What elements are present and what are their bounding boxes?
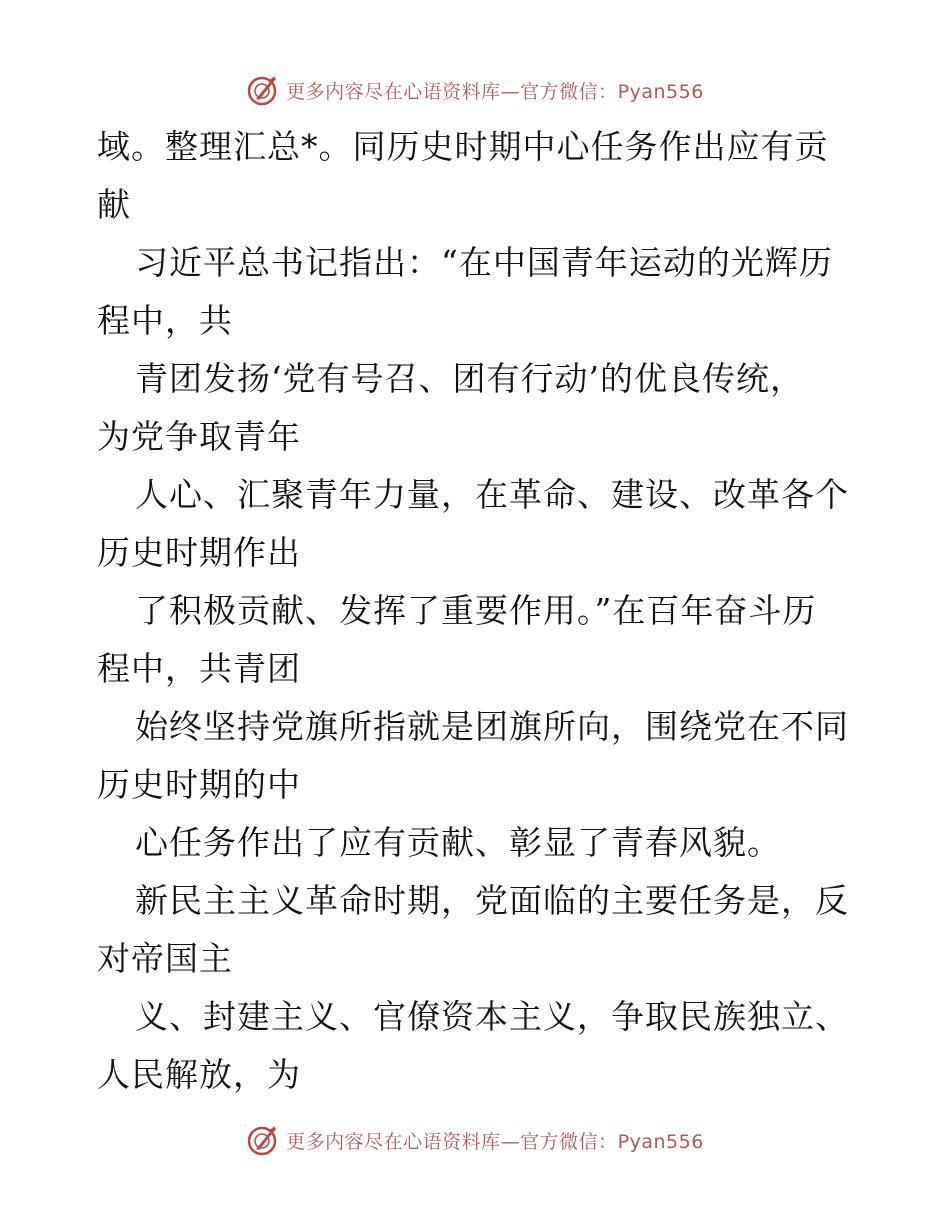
text-line: 了积极贡献、发挥了重要作用。”在百年奋斗历 xyxy=(135,591,817,630)
text-line: 心任务作出了应有贡献、彰显了青春风貌。 xyxy=(135,823,781,862)
text-line: 新民主主义革命时期，党面临的主要任务是，反 xyxy=(135,881,849,920)
document-body xyxy=(97,118,877,1104)
watermark-text: 更多内容尽在心语资料库—官方微信：Pyan556 xyxy=(286,80,704,103)
text-line: 程中，共 xyxy=(97,301,233,340)
text-line: 义、封建主义、官僚资本主义，争取民族独立、 xyxy=(135,997,849,1036)
text-line: 习近平总书记指出：“在中国青年运动的光辉历 xyxy=(135,243,833,282)
text-line: 域。整理汇总*。同历史时期中心任务作出应有贡 xyxy=(97,127,829,166)
watermark-text: 更多内容尽在心语资料库—官方微信：Pyan556 xyxy=(286,1130,704,1153)
text-line: 对帝国主 xyxy=(97,939,233,978)
text-line: 历史时期的中 xyxy=(97,765,301,804)
text-line: 为党争取青年 xyxy=(97,417,301,456)
text-line: 程中，共青团 xyxy=(97,649,301,688)
text-line: 历史时期作出 xyxy=(97,533,301,572)
footer-watermark xyxy=(0,1120,950,1160)
text-line: 人心、汇聚青年力量，在革命、建设、改革各个 xyxy=(135,475,849,514)
quill-logo-icon xyxy=(246,73,280,107)
header-watermark xyxy=(0,70,950,110)
watermark-group xyxy=(246,73,704,107)
text-line: 始终坚持党旗所指就是团旗所向，围绕党在不同 xyxy=(135,707,849,746)
text-line: 人民解放，为 xyxy=(97,1055,301,1094)
watermark-group xyxy=(246,1123,704,1157)
quill-logo-icon xyxy=(246,1123,280,1157)
text-line: 献 xyxy=(97,185,131,224)
text-line: 青团发扬‘党有号召、团有行动’的优良传统， xyxy=(135,359,804,398)
